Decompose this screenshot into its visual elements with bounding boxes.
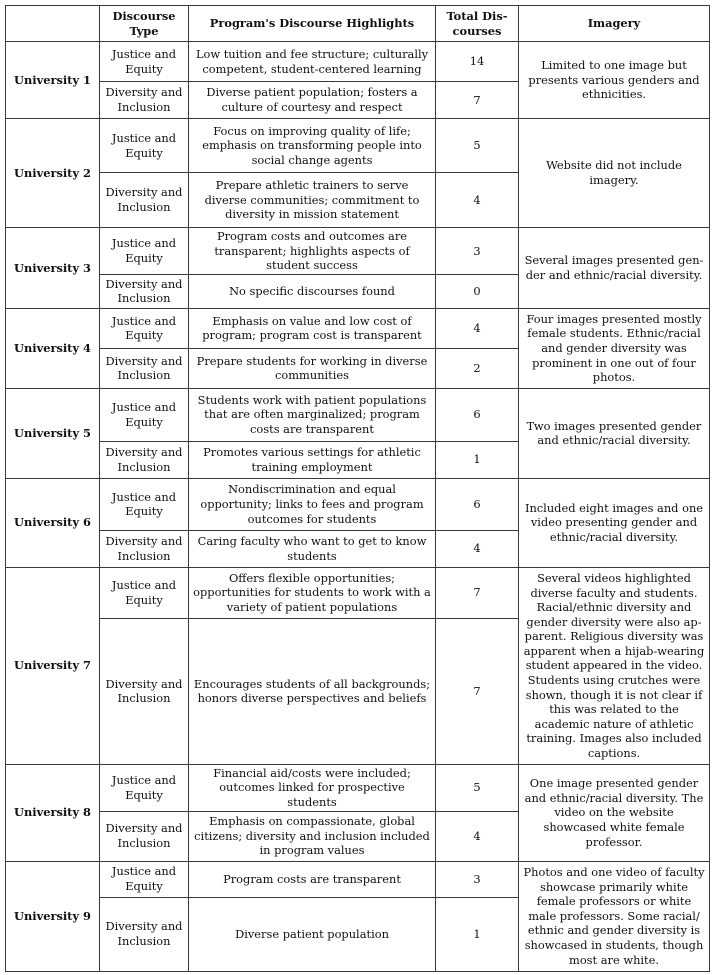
imagery-description: Photos and one video of faculty showcase primarily white female professors or white male professors. Some racial/ ethnic and gender diversity is showcased in students, though most are white. [519,861,710,971]
discourse-total: 0 [436,274,519,308]
discourse-type: Justice and Equity [100,388,189,441]
header-imagery: Imagery [519,6,710,42]
discourse-highlight: Program costs and outcomes are transparent; highlights aspects of student success [189,228,436,275]
university-name: University 9 [6,861,100,971]
discourse-total: 4 [436,173,519,228]
discourse-type: Diversity and Inclusion [100,618,189,764]
discourse-total: 7 [436,82,519,119]
discourse-highlight: Emphasis on compassionate, global citizens; diversity and inclusion included in program values [189,811,436,861]
discourse-total: 5 [436,764,519,811]
table-row [6,308,710,348]
table-row [6,119,710,173]
discourse-total: 7 [436,567,519,618]
table-row [6,567,710,618]
discourse-total: 4 [436,530,519,567]
discourse-type: Diversity and Inclusion [100,441,189,478]
discourse-type: Diversity and Inclusion [100,530,189,567]
discourse-highlight: Encourages students of all backgrounds; honors diverse perspectives and beliefs [189,618,436,764]
discourse-highlight: Students work with patient populations that are often marginalized; program costs are transparent [189,388,436,441]
header-total: Total Discourses [436,6,519,42]
discourse-type: Justice and Equity [100,861,189,897]
discourse-highlight: Nondiscrimination and equal opportunity; links to fees and program outcomes for students [189,478,436,530]
header-blank [6,6,100,42]
university-name: University 2 [6,119,100,228]
discourse-type: Justice and Equity [100,119,189,173]
university-name: University 5 [6,388,100,478]
imagery-description: One image presented gender and ethnic/racial diversity. The video on the website showcased white female professor. [519,764,710,861]
discourse-highlight: No specific discourses found [189,274,436,308]
discourse-total: 4 [436,308,519,348]
discourse-highlight: Financial aid/costs were included; outcomes linked for prospective students [189,764,436,811]
discourse-type: Justice and Equity [100,228,189,275]
table-row [6,388,710,441]
discourse-highlight: Prepare students for working in diverse communities [189,348,436,388]
imagery-description: Limited to one image but presents various genders and ethnicities. [519,42,710,119]
imagery-description: Four images presented mostly female students. Ethnic/racial and gender diversity was prominent in one out of four photos. [519,308,710,388]
discourse-type: Diversity and Inclusion [100,173,189,228]
table-row [6,228,710,275]
discourse-type: Diversity and Inclusion [100,348,189,388]
discourse-type: Diversity and Inclusion [100,897,189,971]
table-row [6,478,710,530]
imagery-description: Two images presented gender and ethnic/racial diversity. [519,388,710,478]
discourse-type: Justice and Equity [100,478,189,530]
discourse-total: 6 [436,478,519,530]
discourse-total: 5 [436,119,519,173]
university-name: University 8 [6,764,100,861]
university-name: University 1 [6,42,100,119]
discourse-highlight: Emphasis on value and low cost of program; program cost is transparent [189,308,436,348]
discourse-type: Diversity and Inclusion [100,811,189,861]
discourse-highlight: Caring faculty who want to get to know students [189,530,436,567]
discourse-total: 6 [436,388,519,441]
discourse-type: Diversity and Inclusion [100,82,189,119]
discourse-type: Justice and Equity [100,567,189,618]
discourse-total: 14 [436,42,519,82]
discourse-highlight: Program costs are transparent [189,861,436,897]
discourse-highlight: Low tuition and fee structure; culturally competent, student-centered learning [189,42,436,82]
header-discourse-type: Discourse Type [100,6,189,42]
discourse-highlight: Diverse patient population; fosters a culture of courtesy and respect [189,82,436,119]
table-row [6,42,710,82]
discourse-highlight: Prepare athletic trainers to serve diverse communities; commitment to diversity in mission statement [189,173,436,228]
imagery-description: Included eight images and one video presenting gender and ethnic/racial diversity. [519,478,710,567]
discourse-type: Justice and Equity [100,764,189,811]
discourse-table [5,5,710,972]
imagery-description: Several images presented gender and ethnic/racial diversity. [519,228,710,309]
discourse-highlight: Promotes various settings for athletic training employment [189,441,436,478]
university-name: University 6 [6,478,100,567]
university-name: University 4 [6,308,100,388]
discourse-type: Diversity and Inclusion [100,274,189,308]
table-row [6,764,710,811]
university-name: University 3 [6,228,100,309]
discourse-highlight: Offers flexible opportunities; opportunities for students to work with a variety of patient populations [189,567,436,618]
imagery-description: Several videos highlighted diverse faculty and students. Racial/ethnic diversity and gender diversity were also apparent. Religious diversity was apparent when a hijab-wearing student appeared in the video. Students using crutches were shown, though it is not clear if this was related to the academic nature of athletic training. Images also included captions. [519,567,710,764]
discourse-total: 1 [436,441,519,478]
discourse-total: 4 [436,811,519,861]
imagery-description: Website did not include imagery. [519,119,710,228]
discourse-total: 7 [436,618,519,764]
table-row [6,861,710,897]
discourse-total: 2 [436,348,519,388]
header-row [6,6,710,42]
discourse-total: 3 [436,861,519,897]
discourse-highlight: Diverse patient population [189,897,436,971]
discourse-type: Justice and Equity [100,42,189,82]
university-name: University 7 [6,567,100,764]
discourse-type: Justice and Equity [100,308,189,348]
discourse-total: 3 [436,228,519,275]
header-highlights: Program's Discourse Highlights [189,6,436,42]
discourse-total: 1 [436,897,519,971]
discourse-highlight: Focus on improving quality of life; emphasis on transforming people into social change agents [189,119,436,173]
